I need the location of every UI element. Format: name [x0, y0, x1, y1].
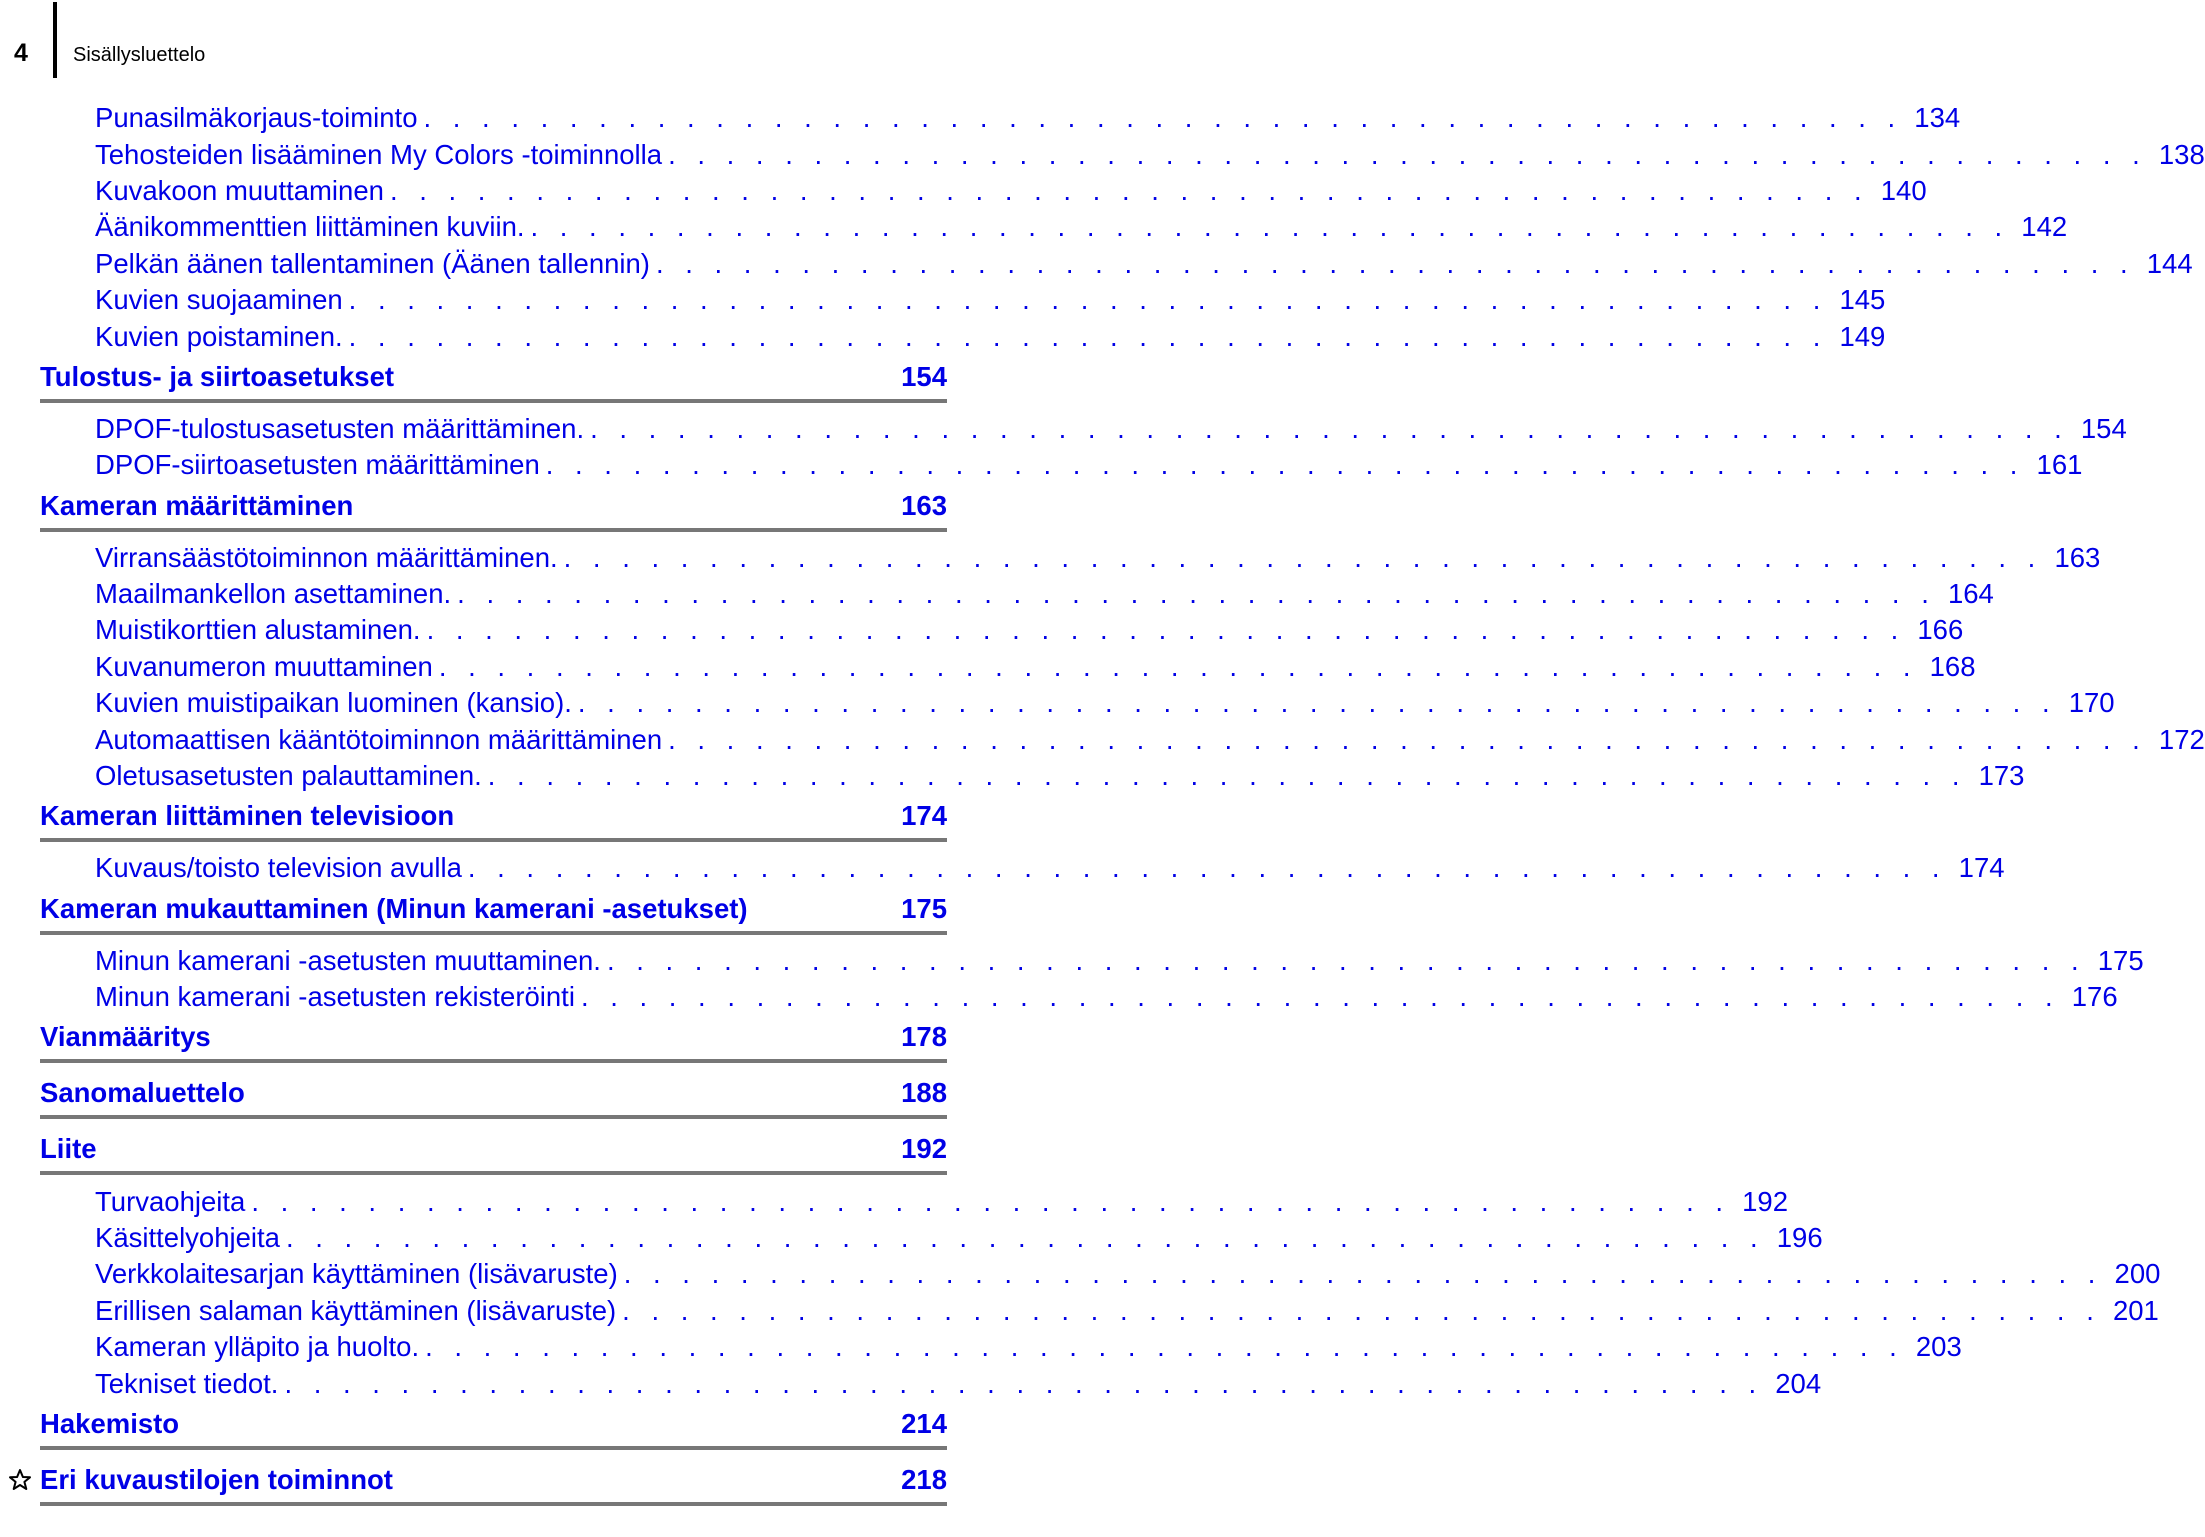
page-header [0, 0, 960, 80]
toc-chapter-label: Kameran liittäminen televisioon [40, 800, 455, 832]
toc-entry-page: 201 [2112, 1294, 2159, 1326]
toc-entry-page: 168 [1929, 650, 1976, 682]
leader-dots: . . . . . . . . . . . . . . . . . . . . . . . . . . . . . . . . . . . . . . . . . . . . . . . . . . . [606, 944, 2086, 976]
toc-entry-label: Erillisen salaman käyttäminen (lisävaruste) [95, 1294, 617, 1326]
table-of-contents [0, 100, 2205, 1514]
toc-entry-tekniset-tiedot[interactable] [95, 1365, 1822, 1401]
leader-dots: . . . . . . . . . . . . . . . . . . . . . . . . . . . . . . . . . . . . . . . . . . . . . . . . . . . [467, 852, 1947, 884]
toc-entry-label: Punasilmäkorjaus-toiminto [95, 102, 418, 134]
leader-dots: . . . . . . . . . . . . . . . . . . . . . . . . . . . . . . . . . . . . . . . . . . . . . . . . . . . [487, 760, 1967, 792]
toc-entry-page: 170 [2068, 687, 2115, 719]
toc-entry-maailmankello[interactable] [95, 576, 1994, 612]
toc-entry-page: 161 [2036, 449, 2083, 481]
toc-entry-label: Automaattisen kääntötoiminnon määrittäminen [95, 723, 663, 755]
leader-dots: . . . . . . . . . . . . . . . . . . . . . . . . . . . . . . . . . . . . . . . . . . . . . . . . . . . [577, 687, 2057, 719]
toc-entry-erillinen-salama[interactable] [95, 1293, 2159, 1329]
toc-chapter-mukauttaminen[interactable] [40, 887, 947, 935]
toc-entry-page: 172 [2158, 723, 2205, 755]
toc-entry-label: DPOF-siirtoasetusten määrittäminen [95, 449, 540, 481]
leader-dots: . . . . . . . . . . . . . . . . . . . . . . . . . . . . . . . . . . . . . . . . . . . . . . . . . . . [580, 981, 2060, 1013]
leader-dots: . . . . . . . . . . . . . . . . . . . . . . . . . . . . . . . . . . . . . . . . . . . . . . . . . . . [622, 1294, 2101, 1326]
toc-entry-aanen-tallentaminen[interactable] [95, 246, 2193, 282]
toc-entry-poistaminen[interactable] [95, 318, 1886, 354]
toc-chapter-eri-kuvaustilojen[interactable] [40, 1458, 947, 1506]
toc-entry-label: Kuvakoon muuttaminen [95, 174, 384, 206]
toc-entry-tehosteet[interactable] [95, 136, 2205, 172]
toc-entry-page: 173 [1978, 760, 2025, 792]
toc-entry-aanikommentit[interactable] [95, 209, 2068, 245]
toc-entry-label: Käsittelyohjeita [95, 1222, 280, 1253]
leader-dots: . . . . . . . . . . . . . . . . . . . . . . . . . . . . . . . . . . . . . . . . . . . . . . . . . . . [623, 1258, 2103, 1290]
toc-entry-label: Kuvien poistaminen. [95, 320, 343, 352]
toc-entry-dpof-siirto[interactable] [95, 447, 2083, 483]
toc-chapter-kameran-maarittaminen[interactable] [40, 484, 947, 532]
toc-entry-label: Virransäästötoiminnon määrittäminen. [95, 541, 558, 573]
leader-dots: . . . . . . . . . . . . . . . . . . . . . . . . . . . . . . . . . . . . . . . . . . . . . . . . . . . [348, 320, 1828, 352]
leader-dots: . . . . . . . . . . . . . . . . . . . . . . . . . . . . . . . . . . . . . . . . . . . . . . . . . . . [655, 247, 2135, 279]
toc-entry-page: 149 [1839, 320, 1886, 352]
toc-entry-label: Minun kamerani -asetusten rekisteröinti [95, 981, 575, 1013]
star-icon [6, 1458, 34, 1502]
toc-entry-page: 203 [1915, 1331, 1962, 1363]
toc-entry-page: 166 [1917, 614, 1964, 646]
toc-entry-page: 134 [1914, 102, 1961, 134]
toc-entry-page: 164 [1947, 578, 1994, 610]
toc-chapter-page: 174 [901, 800, 947, 832]
leader-dots: . . . . . . . . . . . . . . . . . . . . . . . . . . . . . . . . . . . . . . . . . . . . . . . . . . . [590, 412, 2069, 444]
toc-chapter-page: 175 [901, 892, 947, 924]
toc-entry-label: DPOF-tulostusasetusten määrittäminen. [95, 412, 585, 444]
toc-entry-label: Kuvanumeron muuttaminen [95, 650, 433, 682]
toc-entry-muistikortit[interactable] [95, 612, 1964, 648]
toc-chapter-televisio[interactable] [40, 794, 947, 842]
toc-entry-label: Oletusasetusten palauttaminen. [95, 760, 482, 792]
toc-chapter-hakemisto[interactable] [40, 1402, 947, 1450]
toc-entry-label: Kuvien muistipaikan luominen (kansio). [95, 687, 572, 719]
leader-dots: . . . . . . . . . . . . . . . . . . . . . . . . . . . . . . . . . . . . . . . . . . . . . . . . . . . [530, 211, 2010, 243]
toc-entry-virransaasto[interactable] [95, 540, 2101, 576]
toc-entry-page: 138 [2158, 138, 2205, 170]
leader-dots: . . . . . . . . . . . . . . . . . . . . . . . . . . . . . . . . . . . . . . . . . . . . . . . . . . . [423, 102, 1903, 134]
toc-chapter-label: Hakemisto [40, 1407, 180, 1439]
toc-entry-verkkolaitesarja[interactable] [95, 1256, 2161, 1292]
toc-entry-label: Kameran ylläpito ja huolto. [95, 1331, 420, 1363]
toc-entry-page: 163 [2054, 541, 2101, 573]
leader-dots: . . . . . . . . . . . . . . . . . . . . . . . . . . . . . . . . . . . . . . . . . . . . . . . . . . . [545, 449, 2025, 481]
toc-chapter-page: 178 [901, 1021, 947, 1053]
toc-entry-kasittelyohjeita[interactable] [95, 1220, 1823, 1256]
toc-entry-oletusasetukset[interactable] [95, 758, 2025, 794]
toc-entry-page: 140 [1880, 174, 1927, 206]
toc-chapter-label: Vianmääritys [40, 1021, 211, 1053]
toc-entry-page: 204 [1775, 1367, 1822, 1399]
toc-entry-label: Muistikorttien alustaminen. [95, 614, 421, 646]
toc-entry-kuvaus-toisto[interactable] [95, 850, 2005, 886]
page-number: 4 [14, 39, 28, 67]
toc-entry-suojaaminen[interactable] [95, 282, 1886, 318]
toc-chapter-tulostus[interactable] [40, 355, 947, 403]
toc-entry-label: Äänikommenttien liittäminen kuviin. [95, 211, 525, 243]
toc-entry-dpof-tulostus[interactable] [95, 411, 2127, 447]
toc-entry-page: 174 [1958, 852, 2005, 884]
toc-chapter-label: Kameran määrittäminen [40, 489, 354, 521]
leader-dots: . . . . . . . . . . . . . . . . . . . . . . . . . . . . . . . . . . . . . . . . . . . . . . . . . . . [563, 541, 2043, 573]
leader-dots: . . . . . . . . . . . . . . . . . . . . . . . . . . . . . . . . . . . . . . . . . . . . . . . . . . . [426, 614, 1906, 646]
leader-dots: . . . . . . . . . . . . . . . . . . . . . . . . . . . . . . . . . . . . . . . . . . . . . . . . . . . [668, 723, 2147, 755]
toc-chapter-page: 154 [901, 360, 947, 392]
toc-entry-page: 176 [2071, 981, 2118, 1013]
toc-entry-kuvanumero[interactable] [95, 649, 1976, 685]
toc-entry-label: Verkkolaitesarjan käyttäminen (lisävaruste) [95, 1258, 618, 1290]
toc-entry-label: Turvaohjeita [95, 1185, 246, 1217]
toc-chapter-liite[interactable] [40, 1127, 947, 1175]
toc-chapter-page: 214 [901, 1407, 947, 1439]
toc-entry-page: 154 [2080, 412, 2127, 444]
toc-chapter-label: Liite [40, 1133, 97, 1165]
toc-entry-page: 200 [2114, 1258, 2161, 1290]
toc-chapter-label: Sanomaluettelo [40, 1077, 245, 1109]
toc-entry-label: Maailmankellon asettaminen. [95, 578, 452, 610]
toc-entry-page: 175 [2097, 944, 2144, 976]
toc-chapter-label: Kameran mukauttaminen (Minun kamerani -asetukset) [40, 892, 748, 924]
toc-chapter-page: 218 [901, 1463, 947, 1495]
toc-entry-label: Tekniset tiedot. [95, 1367, 279, 1399]
toc-chapter-page: 163 [901, 489, 947, 521]
toc-chapter-page: 188 [901, 1077, 947, 1109]
leader-dots: . . . . . . . . . . . . . . . . . . . . . . . . . . . . . . . . . . . . . . . . . . . . . . . . . . . [457, 578, 1936, 610]
toc-entry-kuvakoko[interactable] [95, 173, 1927, 209]
toc-chapter-vianmaaritys[interactable] [40, 1015, 947, 1063]
header-divider [53, 2, 57, 78]
toc-entry-label: Tehosteiden lisääminen My Colors -toiminnolla [95, 138, 663, 170]
toc-entry-punasilmakorjaus[interactable] [95, 100, 1961, 136]
section-title: Sisällysluettelo [73, 44, 206, 66]
toc-entry-page: 142 [2021, 211, 2068, 243]
toc-entry-page: 144 [2146, 247, 2193, 279]
toc-chapter-label: Tulostus- ja siirtoasetukset [40, 360, 395, 392]
toc-entry-label: Kuvaus/toisto television avulla [95, 852, 462, 884]
leader-dots: . . . . . . . . . . . . . . . . . . . . . . . . . . . . . . . . . . . . . . . . . . . . . . . . . . . [438, 650, 1918, 682]
toc-entry-turvaohjeita[interactable] [95, 1183, 1788, 1219]
toc-chapter-label: Eri kuvaustilojen toiminnot [40, 1463, 393, 1495]
toc-entry-page: 145 [1839, 284, 1886, 316]
toc-entry-page: 192 [1742, 1185, 1788, 1217]
leader-dots: . . . . . . . . . . . . . . . . . . . . . . . . . . . . . . . . . . . . . . . . . . . . . . . . . . . [425, 1331, 1904, 1363]
toc-entry-minun-kamerani-rekisterointi[interactable] [95, 979, 2118, 1015]
toc-entry-kaantotoiminto[interactable] [95, 721, 2205, 757]
toc-chapter-sanomaluettelo[interactable] [40, 1071, 947, 1119]
toc-entry-label: Pelkän äänen tallentaminen (Äänen tallennin) [95, 247, 650, 279]
leader-dots: . . . . . . . . . . . . . . . . . . . . . . . . . . . . . . . . . . . . . . . . . . . . . . . . . . . [348, 284, 1828, 316]
toc-entry-yllapito[interactable] [95, 1329, 1962, 1365]
toc-entry-label: Kuvien suojaaminen [95, 284, 343, 316]
toc-entry-page: 196 [1776, 1222, 1823, 1253]
toc-entry-kansio[interactable] [95, 685, 2115, 721]
leader-dots: . . . . . . . . . . . . . . . . . . . . . . . . . . . . . . . . . . . . . . . . . . . . . . . . . . . [251, 1185, 1730, 1217]
leader-dots: . . . . . . . . . . . . . . . . . . . . . . . . . . . . . . . . . . . . . . . . . . . . . . . . . . . [285, 1222, 1765, 1253]
toc-entry-minun-kamerani-muuttaminen[interactable] [95, 943, 2144, 979]
leader-dots: . . . . . . . . . . . . . . . . . . . . . . . . . . . . . . . . . . . . . . . . . . . . . . . . . . . [284, 1367, 1764, 1399]
leader-dots: . . . . . . . . . . . . . . . . . . . . . . . . . . . . . . . . . . . . . . . . . . . . . . . . . . . [668, 138, 2147, 170]
toc-chapter-page: 192 [901, 1133, 947, 1165]
toc-entry-label: Minun kamerani -asetusten muuttaminen. [95, 944, 601, 976]
leader-dots: . . . . . . . . . . . . . . . . . . . . . . . . . . . . . . . . . . . . . . . . . . . . . . . . . . . [389, 174, 1869, 206]
